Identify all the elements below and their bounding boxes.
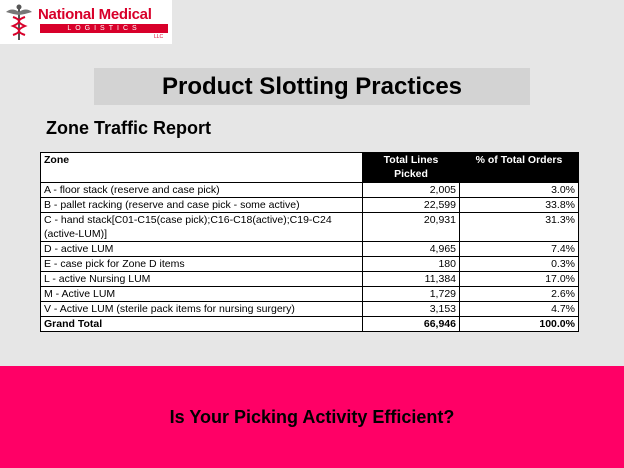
grand-total-lines: 66,946	[363, 317, 460, 332]
caduceus-icon	[2, 3, 36, 41]
percent-cell: 4.7%	[460, 302, 579, 317]
table-row	[41, 287, 579, 302]
percent-cell: 17.0%	[460, 272, 579, 287]
percent-cell: 0.3%	[460, 257, 579, 272]
table-row	[41, 242, 579, 257]
page-title: Product Slotting Practices	[161, 72, 463, 100]
percent-cell: 31.3%	[460, 213, 579, 242]
grand-total-percent: 100.0%	[460, 317, 579, 332]
table-row	[41, 198, 579, 213]
table-row	[41, 183, 579, 198]
zone-cell: C - hand stack[C01-C15(case pick);C16-C18(active);C19-C24 (active-LUM)]	[41, 213, 363, 242]
grand-total-row	[41, 317, 579, 332]
column-header-total-lines: Total Lines Picked	[363, 153, 460, 183]
zone-cell: L - active Nursing LUM	[41, 272, 363, 287]
table-body	[41, 183, 579, 332]
table-row	[41, 272, 579, 287]
logo-subtitle: LOGISTICS	[40, 24, 168, 33]
bottom-banner	[0, 366, 624, 468]
table-header-row	[41, 153, 579, 183]
lines-cell: 11,384	[363, 272, 460, 287]
zone-cell: M - Active LUM	[41, 287, 363, 302]
zone-cell: D - active LUM	[41, 242, 363, 257]
zone-cell: V - Active LUM (sterile pack items for nursing surgery)	[41, 302, 363, 317]
banner-question: Is Your Picking Activity Efficient?	[169, 406, 455, 427]
percent-cell: 7.4%	[460, 242, 579, 257]
logo-llc: LLC	[154, 34, 164, 40]
lines-cell: 2,005	[363, 183, 460, 198]
lines-cell: 3,153	[363, 302, 460, 317]
logo-name: National Medical	[38, 6, 152, 23]
company-logo	[0, 0, 172, 44]
title-box	[94, 68, 530, 105]
zone-traffic-table	[40, 152, 579, 332]
percent-cell: 3.0%	[460, 183, 579, 198]
report-subtitle: Zone Traffic Report	[46, 118, 212, 138]
column-header-percent: % of Total Orders	[460, 153, 579, 183]
lines-cell: 4,965	[363, 242, 460, 257]
grand-total-label: Grand Total	[41, 317, 363, 332]
lines-cell: 1,729	[363, 287, 460, 302]
lines-cell: 180	[363, 257, 460, 272]
column-header-zone: Zone	[41, 153, 363, 183]
lines-cell: 22,599	[363, 198, 460, 213]
zone-cell: B - pallet racking (reserve and case pick - some active)	[41, 198, 363, 213]
zone-cell: A - floor stack (reserve and case pick)	[41, 183, 363, 198]
percent-cell: 2.6%	[460, 287, 579, 302]
table-row	[41, 302, 579, 317]
zone-cell: E - case pick for Zone D items	[41, 257, 363, 272]
lines-cell: 20,931	[363, 213, 460, 242]
table-row	[41, 257, 579, 272]
percent-cell: 33.8%	[460, 198, 579, 213]
table-row	[41, 213, 579, 242]
